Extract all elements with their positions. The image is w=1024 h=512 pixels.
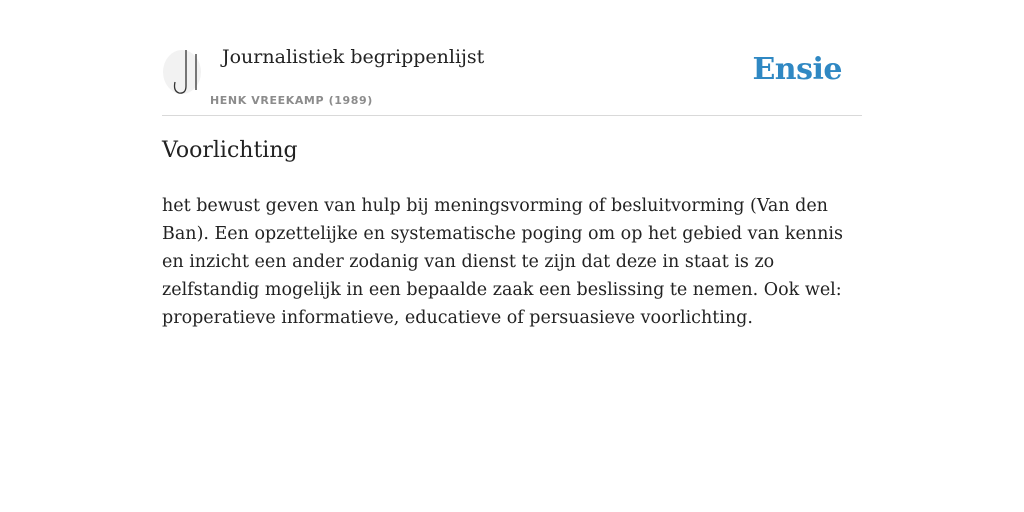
ensie-logo-link[interactable]: Ensie	[752, 52, 842, 87]
entry-definition: het bewust geven van hulp bij meningsvorming of besluitvorming (Van den Ban). Een opzettelijke en systematische poging om op het gebied van kennis en inzicht een ander zodanig van dienst te zijn dat deze in staat is zo zelfstandig mogelijk in een bepaalde zaak een beslissing te nemen. Ook wel: properatieve informatieve, educatieve of persuasieve voorlichting.	[162, 196, 843, 328]
entry-title: Voorlichting	[162, 138, 298, 163]
book-author: HENK VREEKAMP (1989)	[210, 94, 373, 107]
book-title-link[interactable]: Journalistiek begrippenlijst	[222, 46, 485, 68]
book-cover-logo-icon[interactable]	[162, 46, 204, 96]
header	[162, 40, 862, 116]
